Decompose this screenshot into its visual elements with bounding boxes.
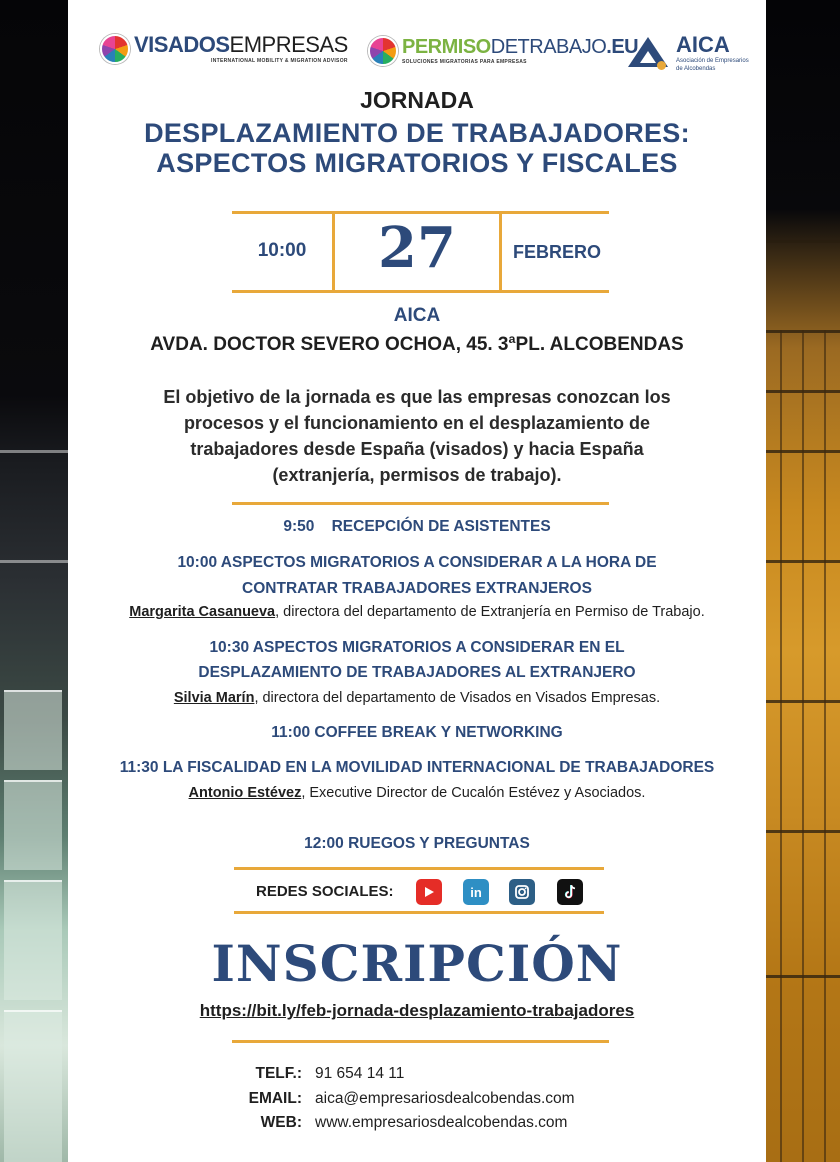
email-label: EMAIL: [248, 1090, 302, 1107]
date-bottom-divider [232, 290, 609, 293]
talk-1-line-2: CONTRATAR TRABAJADORES EXTRANJEROS [242, 580, 592, 597]
registration-heading: INSCRIPCIÓN [211, 934, 623, 993]
globe-icon [100, 34, 130, 64]
event-title-line-2: ASPECTOS MIGRATORIOS Y FISCALES [156, 148, 678, 178]
description-line: El objetivo de la jornada es que las empresas conozcan los [163, 387, 671, 407]
aica-logo [628, 34, 749, 74]
talk-2-line-2: DESPLAZAMIENTO DE TRABAJADORES AL EXTRANJERO [198, 664, 636, 681]
registration-link-wrapper [68, 1001, 766, 1021]
event-title-line-1: DESPLAZAMIENTO DE TRABAJADORES: [144, 118, 690, 148]
talk-2-line-1: 10:30 ASPECTOS MIGRATORIOS A CONSIDERAR EN EL [209, 639, 625, 656]
logo-permiso-tagline: SOLUCIONES MIGRATORIAS PARA EMPRESAS [402, 59, 527, 65]
description-line: procesos y el funcionamiento en el desplazamiento de [183, 413, 651, 433]
event-month: FEBRERO [512, 242, 601, 262]
speaker-name: Silvia Marín [173, 690, 255, 706]
event-address: AVDA. DOCTOR SEVERO OCHOA, 45. 3ªPL. ALCOBENDAS [150, 334, 684, 355]
registration-divider [232, 1040, 609, 1043]
permiso-de-trabajo-logo [368, 36, 638, 66]
logo-visados-text: VISADOS [134, 32, 230, 57]
talk-3-speaker [68, 785, 766, 801]
social-bottom-divider [234, 911, 604, 914]
aica-dot-icon [657, 61, 666, 70]
speaker-name: Antonio Estévez [188, 785, 302, 801]
reception-label: RECEPCIÓN DE ASISTENTES [331, 518, 551, 535]
globe-icon [368, 36, 398, 66]
agenda-coffee-break: 11:00 COFFEE BREAK Y NETWORKING [271, 724, 563, 741]
logo-detrabajo-text: DETRABAJO [490, 36, 607, 58]
web-value[interactable]: www.empresariosdealcobendas.com [315, 1114, 568, 1131]
logo-permiso-text: PERMISO [402, 36, 491, 58]
logo-aica-tagline-1: Asociación de Empresarios [676, 58, 749, 64]
event-description [68, 384, 766, 488]
logo-visados-tagline: INTERNATIONAL MOBILITY & MIGRATION ADVISOR [211, 58, 348, 64]
speaker-role: , directora del departamento de Extranjería en Permiso de Trabajo. [275, 604, 705, 620]
registration-link[interactable]: https://bit.ly/feb-jornada-desplazamiento-trabajadores [199, 1001, 635, 1020]
phone-label: TELF.: [255, 1065, 302, 1082]
agenda-questions: 12:00 RUEGOS Y PREGUNTAS [304, 835, 530, 852]
linkedin-icon[interactable]: in [463, 879, 489, 905]
youtube-icon[interactable] [416, 879, 442, 905]
speaker-role: , directora del departamento de Visados en Visados Empresas. [254, 690, 661, 706]
talk-1-line-1: 10:00 ASPECTOS MIGRATORIOS A CONSIDERAR A LA HORA DE [177, 554, 657, 571]
talk-1-speaker [68, 604, 766, 620]
event-kicker: JORNADA [360, 87, 474, 113]
social-top-divider [234, 867, 604, 870]
visados-empresas-logo [100, 34, 348, 64]
reception-time: 9:50 [283, 518, 315, 535]
talk-2-speaker [68, 690, 766, 706]
date-top-divider [232, 211, 609, 214]
event-time: 10:00 [257, 240, 307, 261]
web-label: WEB: [260, 1114, 302, 1131]
speaker-name: Margarita Casanueva [129, 604, 276, 620]
social-label: REDES SOCIALES: [256, 883, 394, 900]
logo-aica-tagline-2: de Alcobendas [676, 65, 716, 72]
email-value[interactable]: aica@empresariosdealcobendas.com [315, 1090, 575, 1107]
description-line: trabajadores desde España (visados) y hacia España [190, 439, 644, 459]
instagram-icon[interactable] [509, 879, 535, 905]
background-photo-left [0, 0, 68, 1162]
logo-aica-text: AICA [676, 32, 730, 57]
logo-eu-text: .EU [606, 36, 639, 58]
logo-empresas-text: EMPRESAS [229, 32, 348, 57]
background-photo-right [766, 0, 840, 1162]
tiktok-icon[interactable] [557, 879, 583, 905]
description-line: (extranjería, permisos de trabajo). [272, 465, 562, 485]
event-day: 27 [378, 215, 456, 281]
talk-3-line-1: 11:30 LA FISCALIDAD EN LA MOVILIDAD INTERNACIONAL DE TRABAJADORES [119, 759, 715, 776]
description-divider [232, 502, 609, 505]
phone-value[interactable]: 91 654 14 11 [315, 1065, 405, 1082]
agenda-reception [68, 518, 766, 536]
speaker-role: , Executive Director de Cucalón Estévez y Asociados. [301, 785, 646, 801]
event-venue: AICA [393, 305, 441, 326]
flyer-panel [68, 0, 766, 1162]
